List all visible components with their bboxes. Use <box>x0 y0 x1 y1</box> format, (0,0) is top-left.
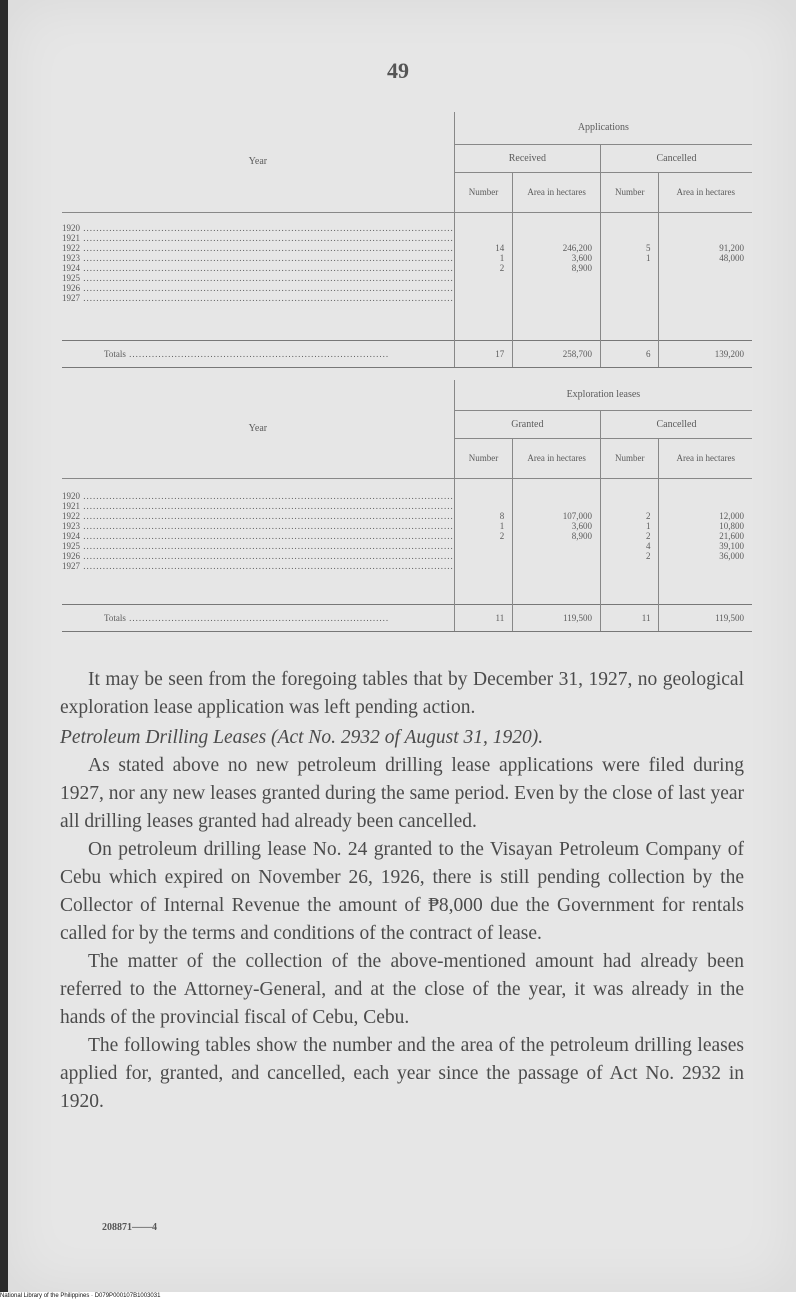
number-header: Number <box>454 172 512 212</box>
year-column <box>62 212 454 340</box>
number-header: Number <box>600 438 658 478</box>
cell <box>601 501 650 511</box>
cell: 3,600 <box>571 520 592 531</box>
cancelled-number-column <box>600 212 658 340</box>
area-header: Area in hectares <box>513 172 601 212</box>
body-text <box>60 666 744 1116</box>
cell <box>513 501 592 511</box>
cell <box>513 491 592 501</box>
cell: 139,200 <box>659 340 752 367</box>
received-number-column <box>454 212 512 340</box>
year-label: 1922 ..... <box>62 243 454 253</box>
cell <box>513 273 592 283</box>
cell: 1 <box>645 252 651 263</box>
cell <box>455 283 504 293</box>
cell: 10,800 <box>719 520 744 531</box>
cell: 107,000 <box>562 510 592 521</box>
exploration-leases-table <box>62 380 752 632</box>
year-label: 1924 ..... <box>62 531 454 541</box>
cell <box>513 283 592 293</box>
paragraph: On petroleum drilling lease No. 24 granted to the Visayan Petroleum Company of Cebu which expired on November 26, 1926, there is still pending collection by the Collector of Internal Revenue the amount of ₱8,000 due the Government for rentals called for by the terms and conditions of the contract of lease. <box>60 839 744 944</box>
area-header: Area in hectares <box>659 172 752 212</box>
paragraph: The following tables show the number and the area of the petroleum drilling leases applied for, granted, and cancelled, each year since the passage of Act No. 2932 in 1920. <box>60 1035 744 1112</box>
cell <box>455 561 504 571</box>
cell: 119,500 <box>659 604 752 631</box>
year-label: 1921 ..... <box>62 501 454 511</box>
year-header: Year <box>62 380 454 478</box>
cell: 36,000 <box>719 550 744 561</box>
cancelled-header: Cancelled <box>600 144 752 172</box>
cell <box>455 541 504 551</box>
year-label: 1923 ..... <box>62 521 454 531</box>
totals-row <box>62 604 752 631</box>
year-label: 1920 ..... <box>62 491 454 501</box>
cell: 39,100 <box>719 540 744 551</box>
year-label: 1923 ..... <box>62 253 454 263</box>
granted-area-column <box>513 478 601 604</box>
cell: 1 <box>645 520 651 531</box>
granted-header: Granted <box>454 410 600 438</box>
cell: 1 <box>499 252 505 263</box>
year-label: 1927 ..... <box>62 561 454 571</box>
totals-label: Totals ..... <box>62 340 454 367</box>
cell: 12,000 <box>719 510 744 521</box>
cell <box>659 263 744 273</box>
cancelled-area-column <box>659 478 752 604</box>
cell <box>601 283 650 293</box>
cell <box>513 541 592 551</box>
cell: 21,600 <box>719 530 744 541</box>
cell <box>513 561 592 571</box>
group-title: Applications <box>454 112 752 144</box>
cell <box>601 233 650 243</box>
cell <box>659 233 744 243</box>
year-label: 1924 ..... <box>62 263 454 273</box>
year-label: 1925 ..... <box>62 273 454 283</box>
page-number: 49 <box>387 58 409 83</box>
cell: 8,900 <box>571 530 592 541</box>
received-header: Received <box>454 144 600 172</box>
area-header: Area in hectares <box>659 438 752 478</box>
cancelled-header: Cancelled <box>600 410 752 438</box>
cell: 2 <box>645 510 651 521</box>
year-label: 1926 ..... <box>62 551 454 561</box>
cell: 8,900 <box>571 262 592 273</box>
cell: 4 <box>645 540 651 551</box>
paragraph: It may be seen from the foregoing tables that by December 31, 1927, no geological exploration lease application was left pending action. <box>60 669 744 718</box>
cell <box>455 551 504 561</box>
cancelled-number-column <box>600 478 658 604</box>
cell: 119,500 <box>513 604 601 631</box>
cell: 1 <box>499 520 505 531</box>
cell: 2 <box>645 550 651 561</box>
granted-number-column <box>454 478 512 604</box>
paragraph: The matter of the collection of the above-mentioned amount had already been referred to the Attorney-General, and at the close of the year, it was already in the hands of the provincial fiscal of Cebu, Cebu. <box>60 951 744 1028</box>
cell <box>513 233 592 243</box>
applications-table <box>62 112 752 368</box>
cell <box>513 551 592 561</box>
cell: 8 <box>499 510 505 521</box>
cell: 2 <box>499 530 505 541</box>
cell <box>659 293 744 303</box>
year-label: 1922 ..... <box>62 511 454 521</box>
cell <box>601 223 650 233</box>
year-label: 1921 ..... <box>62 233 454 243</box>
cell: 48,000 <box>719 252 744 263</box>
section-heading: Petroleum Drilling Leases (Act No. 2932 of August 31, 1920). <box>60 727 544 748</box>
cancelled-area-column <box>659 212 752 340</box>
cell <box>601 293 650 303</box>
cell: 11 <box>454 604 512 631</box>
year-label: 1927 ..... <box>62 293 454 303</box>
number-header: Number <box>454 438 512 478</box>
cell <box>659 491 744 501</box>
cell: 91,200 <box>719 242 744 253</box>
cell <box>513 293 592 303</box>
cell <box>659 283 744 293</box>
totals-row <box>62 340 752 367</box>
cell <box>455 223 504 233</box>
printer-code: 208871——4 <box>102 1222 157 1233</box>
cell: 17 <box>454 340 512 367</box>
year-label: 1926 ..... <box>62 283 454 293</box>
cell <box>601 561 650 571</box>
totals-label: Totals ..... <box>62 604 454 631</box>
paragraph: As stated above no new petroleum drilling lease applications were filed during 1927, nor any new leases granted during the same period. Even by the close of last year all drilling leases granted had already been cancelled. <box>60 755 744 832</box>
source-caption: National Library of the Philippines · D079P000107B1003031 <box>0 1292 796 1300</box>
group-title: Exploration leases <box>454 380 752 410</box>
cell: 6 <box>600 340 658 367</box>
year-label: 1920 ..... <box>62 223 454 233</box>
year-header: Year <box>62 112 454 212</box>
cell <box>455 501 504 511</box>
cell: 5 <box>645 242 651 253</box>
cell: 2 <box>645 530 651 541</box>
cell <box>455 491 504 501</box>
received-area-column <box>513 212 601 340</box>
cell <box>601 273 650 283</box>
number-header: Number <box>600 172 658 212</box>
year-label: 1925 ..... <box>62 541 454 551</box>
cell <box>601 263 650 273</box>
cell: 3,600 <box>571 252 592 263</box>
cell <box>455 293 504 303</box>
cell: 14 <box>495 242 505 253</box>
cell <box>513 223 592 233</box>
cell: 11 <box>600 604 658 631</box>
scan-edge <box>0 0 8 1300</box>
cell <box>455 233 504 243</box>
cell <box>659 561 744 571</box>
cell: 258,700 <box>513 340 601 367</box>
cell <box>659 273 744 283</box>
area-header: Area in hectares <box>513 438 601 478</box>
year-column <box>62 478 454 604</box>
cell <box>455 273 504 283</box>
cell: 246,200 <box>562 242 592 253</box>
cell: 2 <box>499 262 505 273</box>
cell <box>601 491 650 501</box>
cell <box>659 501 744 511</box>
cell <box>659 223 744 233</box>
